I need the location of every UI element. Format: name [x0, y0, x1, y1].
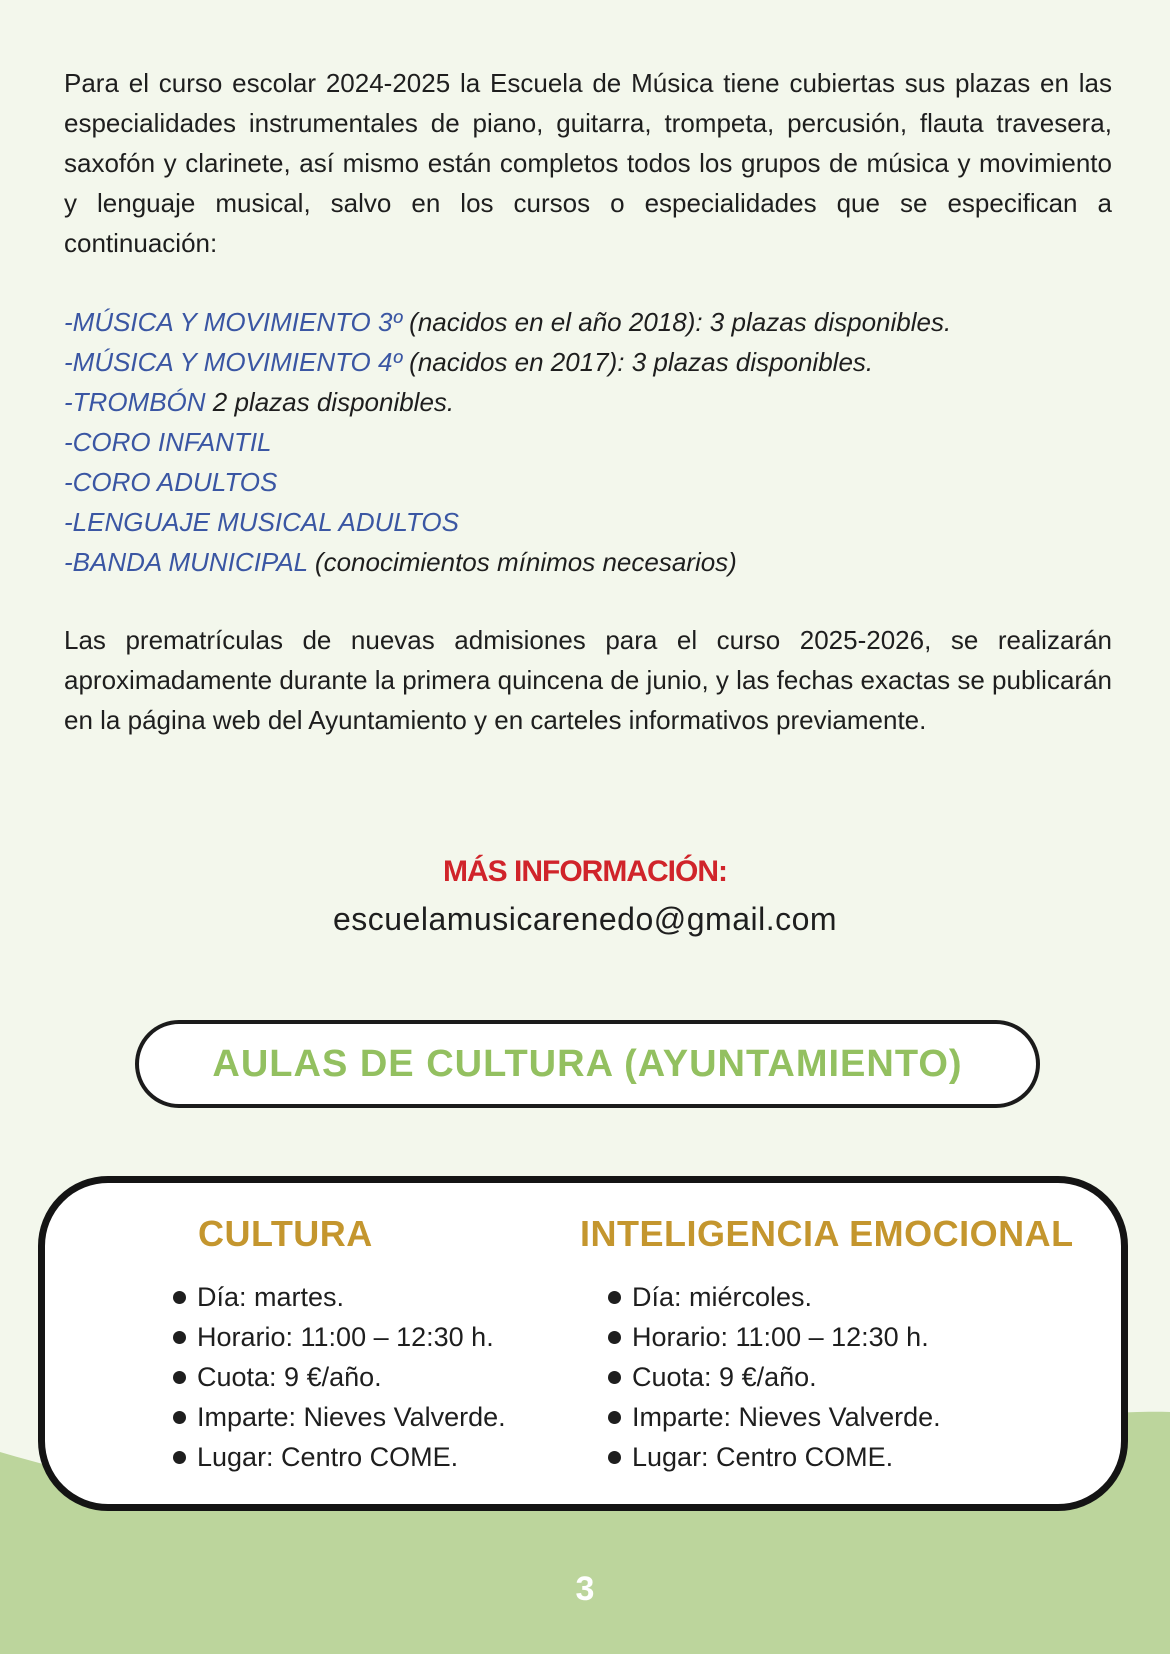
course-detail-text: Día: martes.: [197, 1282, 345, 1312]
course-detail-item: [608, 1397, 1110, 1437]
aulas-title: AULAS DE CULTURA (AYUNTAMIENTO): [212, 1042, 963, 1085]
page-number: 3: [575, 1570, 595, 1608]
course-detail-text: Imparte: Nieves Valverde.: [632, 1402, 941, 1432]
course-title: CULTURA: [198, 1213, 373, 1254]
bullet-icon: [173, 1451, 186, 1464]
more-info-heading: MÁS INFORMACIÓN:: [443, 855, 727, 888]
list-item: [64, 422, 1124, 462]
course-detail-item: [173, 1437, 563, 1477]
courses-panel: [38, 1176, 1128, 1511]
list-item: [64, 462, 1124, 502]
course-detail-text: Horario: 11:00 – 12:30 h.: [632, 1322, 929, 1352]
course-details: [608, 1277, 1110, 1477]
course-detail-item: [173, 1357, 563, 1397]
bullet-icon: [608, 1371, 621, 1384]
course-detail-item: [608, 1317, 1110, 1357]
course-detail-item: [173, 1397, 563, 1437]
list-item: [64, 342, 1124, 382]
course-cultura: [123, 1213, 563, 1477]
course-inteligencia-emocional: [580, 1213, 1110, 1477]
bullet-icon: [173, 1331, 186, 1344]
course-detail-text: Cuota: 9 €/año.: [197, 1362, 382, 1392]
list-item-detail: (nacidos en 2017): 3 plazas disponibles.: [401, 347, 874, 377]
course-details: [173, 1277, 563, 1477]
list-item-detail: (conocimientos mínimos necesarios): [307, 547, 737, 577]
course-detail-item: [608, 1277, 1110, 1317]
course-detail-text: Día: miércoles.: [632, 1282, 813, 1312]
intro-paragraph: Para el curso escolar 2024-2025 la Escuela de Música tiene cubiertas sus plazas en las especialidades instrumentales de piano, guitarra, trompeta, percusión, flauta travesera, saxofón y clarinete, así mismo están completos todos los grupos de música y movimiento y lenguaje musical, salvo en los cursos o especialidades que se especifican a continuación:: [64, 68, 1112, 258]
list-item-title: -MÚSICA Y MOVIMIENTO 4º: [64, 347, 402, 377]
preregistration-paragraph: Las prematrículas de nuevas admisiones para el curso 2025-2026, se realizarán aproximadamente durante la primera quincena de junio, y las fechas exactas se publicarán en la página web del Ayuntamiento y en carteles informativos previamente.: [64, 625, 1112, 735]
bullet-icon: [608, 1411, 621, 1424]
list-item-title: -LENGUAJE MUSICAL ADULTOS: [64, 507, 459, 537]
list-item-detail: 2 plazas disponibles.: [205, 387, 455, 417]
course-detail-item: [173, 1317, 563, 1357]
course-detail-text: Horario: 11:00 – 12:30 h.: [197, 1322, 494, 1352]
list-item-detail: (nacidos en el año 2018): 3 plazas disponibles.: [401, 307, 952, 337]
bullet-icon: [173, 1371, 186, 1384]
course-detail-text: Imparte: Nieves Valverde.: [197, 1402, 506, 1432]
course-title: INTELIGENCIA EMOCIONAL: [580, 1213, 1074, 1254]
list-item: [64, 502, 1124, 542]
list-item-title: -CORO INFANTIL: [64, 427, 272, 457]
list-item-title: -CORO ADULTOS: [64, 467, 278, 497]
list-item-title: -BANDA MUNICIPAL: [64, 547, 308, 577]
available-places-list: [64, 302, 1124, 582]
bullet-icon: [173, 1411, 186, 1424]
course-detail-text: Lugar: Centro COME.: [632, 1442, 894, 1472]
list-item: [64, 542, 1124, 582]
list-item: [64, 302, 1124, 342]
contact-email-link[interactable]: escuelamusicarenedo@gmail.com: [332, 901, 838, 937]
list-item: [64, 382, 1124, 422]
bullet-icon: [608, 1331, 621, 1344]
course-detail-item: [173, 1277, 563, 1317]
bullet-icon: [173, 1291, 186, 1304]
course-detail-item: [608, 1357, 1110, 1397]
course-detail-text: Cuota: 9 €/año.: [632, 1362, 817, 1392]
list-item-title: -TROMBÓN: [64, 387, 206, 417]
list-item-title: -MÚSICA Y MOVIMIENTO 3º: [64, 307, 402, 337]
course-detail-text: Lugar: Centro COME.: [197, 1442, 459, 1472]
bullet-icon: [608, 1451, 621, 1464]
aulas-banner: [135, 1020, 1040, 1108]
bullet-icon: [608, 1291, 621, 1304]
course-detail-item: [608, 1437, 1110, 1477]
